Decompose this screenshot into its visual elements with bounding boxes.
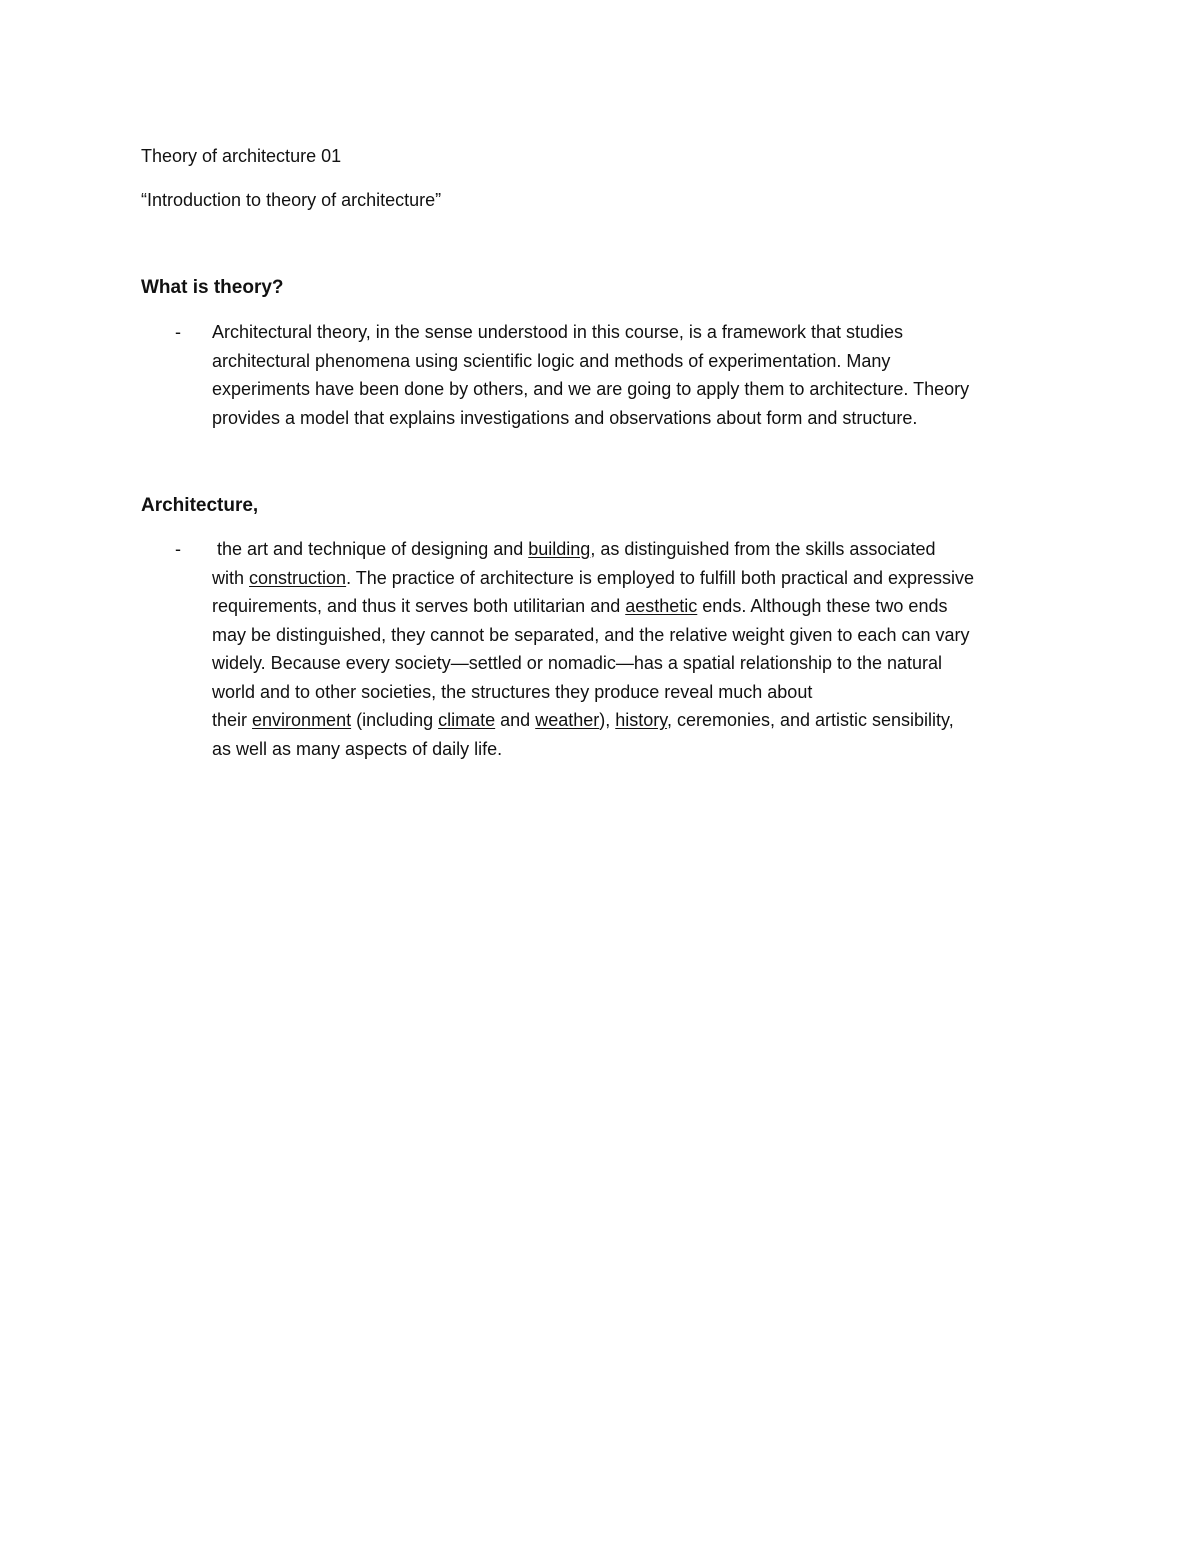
link-construction[interactable]: construction (249, 567, 347, 588)
section-heading-architecture: Architecture, (141, 495, 259, 516)
section-heading-theory: What is theory? (141, 277, 284, 298)
text-run: their (212, 710, 253, 730)
paragraph-line: Architectural theory, in the sense understood in this course, is a framework that studies (212, 322, 904, 342)
bullet-marker: - (175, 322, 181, 342)
paragraph-line (212, 706, 1072, 735)
document-subtitle: “Introduction to theory of architecture” (141, 190, 442, 210)
paragraph-line: provides a model that explains investigations and observations about form and structure. (212, 407, 918, 428)
document-title: Theory of architecture 01 (141, 146, 342, 166)
text-run: ), (599, 710, 616, 730)
paragraph-line: world and to other societies, the structures they produce reveal much about (212, 681, 813, 702)
theory-paragraph (212, 318, 1072, 432)
text-run: requirements, and thus it serves both utilitarian and (212, 596, 626, 616)
link-weather[interactable]: weather (535, 710, 600, 730)
text-run: . The practice of architecture is employed to fulfill both practical and expressive (346, 567, 975, 588)
paragraph-line: experiments have been done by others, and we are going to apply them to architecture. Theory (212, 379, 970, 399)
paragraph-line: as well as many aspects of daily life. (212, 738, 503, 759)
paragraph-line (212, 564, 1072, 593)
link-environment[interactable]: environment (252, 710, 352, 730)
link-history[interactable]: history (615, 710, 667, 730)
text-run: (including (351, 710, 439, 730)
paragraph-line: may be distinguished, they cannot be separated, and the relative weight given to each can vary (212, 624, 970, 645)
text-run: and (495, 710, 536, 730)
paragraph-line (212, 592, 1072, 621)
link-aesthetic[interactable]: aesthetic (625, 596, 698, 616)
text-run: , ceremonies, and artistic sensibility, (666, 710, 954, 730)
text-run: the art and technique of designing and (212, 539, 529, 559)
link-building[interactable]: building (528, 539, 591, 559)
text-run: with (212, 567, 250, 588)
text-run: , as distinguished from the skills associated (590, 539, 936, 559)
bullet-marker: - (175, 539, 181, 559)
text-run: ends. Although these two ends (697, 596, 948, 616)
architecture-paragraph (212, 535, 1072, 763)
paragraph-line: architectural phenomena using scientific logic and methods of experimentation. Many (212, 350, 891, 371)
link-climate[interactable]: climate (438, 710, 496, 730)
paragraph-line: widely. Because every society—settled or nomadic—has a spatial relationship to the natural (212, 653, 943, 673)
paragraph-line (212, 535, 1072, 564)
